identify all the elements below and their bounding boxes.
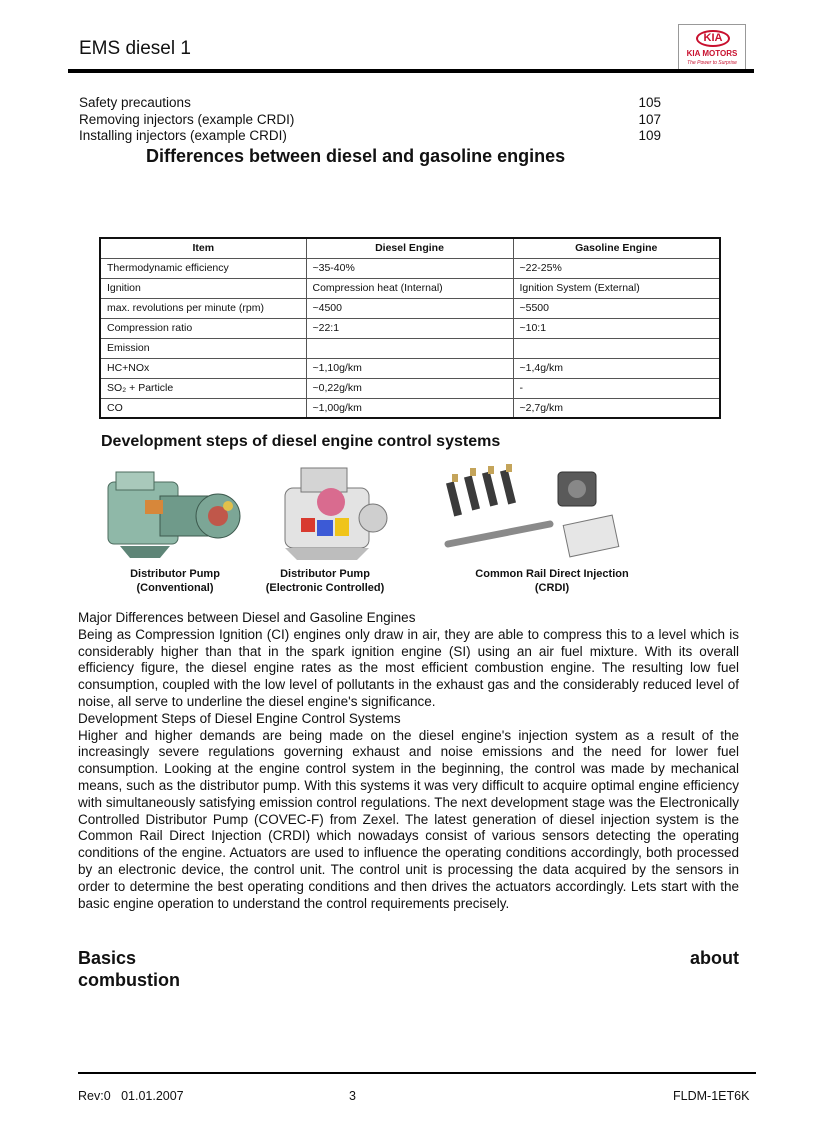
- toc-entry-title: Installing injectors (example CRDI): [79, 128, 287, 143]
- logo-tagline: The Power to Surprise: [687, 60, 737, 66]
- heading-word: Basics: [78, 948, 137, 968]
- table-cell: [513, 338, 720, 358]
- document-title: EMS diesel 1: [79, 38, 191, 59]
- table-of-contents: [79, 95, 661, 145]
- table-cell: -: [513, 378, 720, 398]
- header-rule: [68, 69, 754, 73]
- paragraph: Being as Compression Ignition (CI) engines only draw in air, they are able to compress this to a level which is considerably higher than that in the spark ignition engine (SI) using an air fuel mixture. With its overall efficiency figure, the diesel engine rates as the most efficient combustion engine. The resulting low fuel consumption, coupled with the low level of pollutants in the exhaust gas and the considerably reduced level of noise, all serve to underline the diesel engine's significance.: [78, 626, 739, 709]
- footer-rule: [78, 1072, 756, 1074]
- table-row: [100, 358, 720, 378]
- column-header: Diesel Engine: [306, 238, 513, 258]
- table-cell: ~2,7g/km: [513, 398, 720, 418]
- toc-entry-page: 107: [638, 111, 661, 127]
- table-cell: ~1,00g/km: [306, 398, 513, 418]
- logo-brand: KIA MOTORS: [686, 49, 738, 58]
- table-cell: Compression heat (Internal): [306, 278, 513, 298]
- figure-caption-line: (Conventional): [136, 582, 214, 594]
- table-cell: ~10:1: [513, 318, 720, 338]
- toc-entry-page: 109: [638, 128, 661, 143]
- figure-caption-line: Common Rail Direct Injection: [475, 568, 629, 580]
- table-row: [100, 378, 720, 398]
- table-cell: ~22:1: [306, 318, 513, 338]
- table-row: [100, 338, 720, 358]
- table-row: [100, 278, 720, 298]
- section-heading-differences: Differences between diesel and gasoline engines: [146, 146, 566, 166]
- table-cell: Ignition: [100, 278, 306, 298]
- table-header-row: [100, 238, 720, 258]
- table-cell: HC+NOx: [100, 358, 306, 378]
- subheading-major-differences: Major Differences between Diesel and Gasoline Engines: [78, 610, 416, 625]
- common-rail-system-image: [440, 462, 622, 562]
- figure-caption-line: (CRDI): [534, 582, 570, 594]
- paragraph: Higher and higher demands are being made on the diesel engine's injection system as a result of the increasingly severe regulations governing exhaust and noise emissions and the need for lower fuel consumption. Looking at the engine control system in the beginning, the control was made by mechanical means, such as the distributor pump. With this systems it was very difficult to acquire optimal engine efficiency with simultaneously satisfying emission control regulations. The next development stage was the Electronically Controlled Distributor Pump (COVEC-F) from Zexel. The latest generation of diesel injection system is the Common Rail Direct Injection (CRDI) which nowadays consist of various sensors detecting the operating conditions of the engine. Actuators are used to influence the operating conditions accordingly, both processed by an electronic device, the control unit. The control unit is processing the data acquired by the sensors in order to determine the best operating conditions and then drives the actuators accordingly. Lets start with the basic engine operation to understand the control requirements precisely.: [78, 727, 739, 911]
- section-heading-basics: [78, 947, 739, 991]
- toc-entry[interactable]: [79, 112, 661, 129]
- kia-logo: [678, 24, 746, 70]
- table-row: [100, 298, 720, 318]
- table-cell: ~4500: [306, 298, 513, 318]
- table-cell: ~1,4g/km: [513, 358, 720, 378]
- toc-entry-title: Safety precautions: [79, 95, 191, 110]
- figure-caption-line: (Electronic Controlled): [265, 582, 385, 594]
- table-cell: Compression ratio: [100, 318, 306, 338]
- table-cell: Emission: [100, 338, 306, 358]
- footer-revision: Rev:0 01.01.2007: [78, 1089, 184, 1103]
- figure-caption-line: Distributor Pump: [130, 568, 220, 580]
- table-cell: ~35-40%: [306, 258, 513, 278]
- distributor-pump-conventional-image: [100, 462, 250, 562]
- table-cell: ~1,10g/km: [306, 358, 513, 378]
- logo-mark: KIA: [696, 30, 730, 47]
- table-cell: ~5500: [513, 298, 720, 318]
- comparison-table: [99, 237, 721, 419]
- section-heading-development: Development steps of diesel engine control systems: [101, 433, 501, 450]
- table-cell: ~22-25%: [513, 258, 720, 278]
- figure-caption: [452, 567, 652, 595]
- toc-entry-title: Removing injectors (example CRDI): [79, 111, 295, 127]
- subheading-development-steps: Development Steps of Diesel Engine Control Systems: [78, 710, 401, 726]
- body-text: [78, 610, 739, 912]
- figure-caption: [250, 567, 400, 595]
- document-code: FLDM-1ET6K: [673, 1089, 750, 1103]
- table-cell: CO: [100, 398, 306, 418]
- table-cell: max. revolutions per minute (rpm): [100, 298, 306, 318]
- table-row: [100, 318, 720, 338]
- figure-caption-line: Distributor Pump: [280, 568, 370, 580]
- heading-word: about: [690, 948, 739, 968]
- toc-entry[interactable]: [79, 128, 661, 145]
- table-row: [100, 398, 720, 418]
- column-header: Gasoline Engine: [513, 238, 720, 258]
- table-cell: ~0,22g/km: [306, 378, 513, 398]
- table-cell: SO₂ + Particle: [100, 378, 306, 398]
- table-cell: Thermodynamic efficiency: [100, 258, 306, 278]
- table-cell: [306, 338, 513, 358]
- figure-caption: [110, 567, 240, 595]
- table-cell: Ignition System (External): [513, 278, 720, 298]
- table-row: [100, 258, 720, 278]
- toc-entry-page: 105: [638, 95, 661, 110]
- column-header: Item: [100, 238, 306, 258]
- toc-entry[interactable]: [79, 95, 661, 112]
- distributor-pump-electronic-image: [271, 460, 395, 564]
- page-number: 3: [349, 1089, 356, 1103]
- heading-word: combustion: [78, 970, 180, 990]
